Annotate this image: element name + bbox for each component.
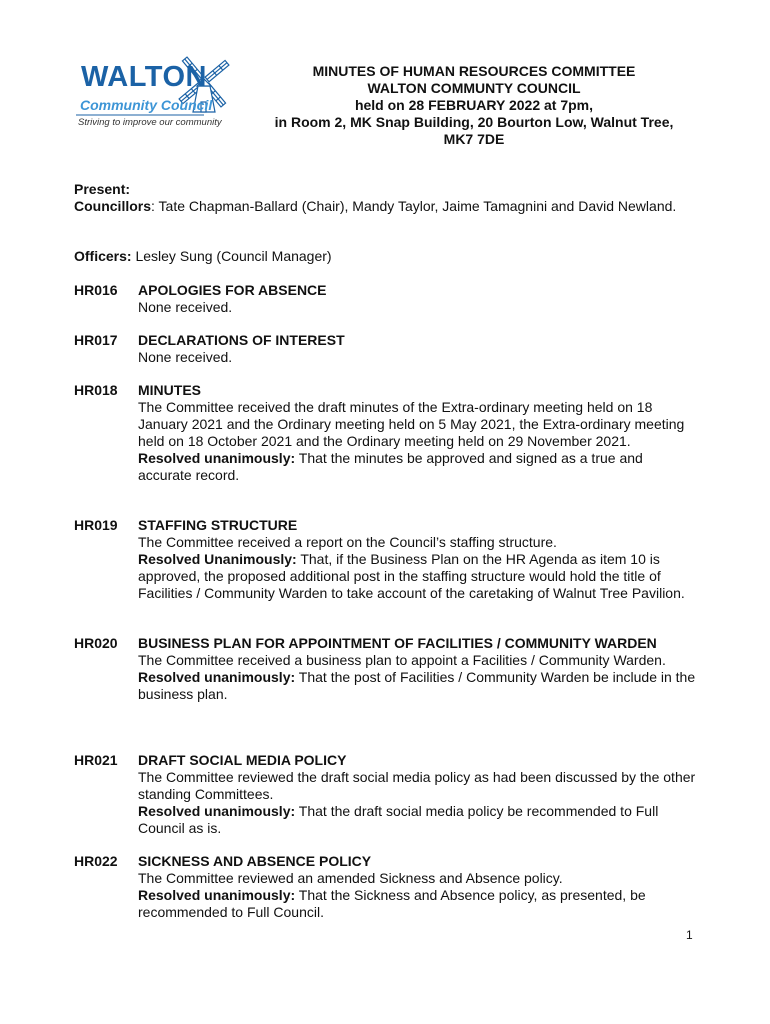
header-postcode: MK7 7DE bbox=[443, 131, 505, 147]
councillors-line bbox=[74, 198, 694, 215]
header-title: MINUTES OF HUMAN RESOURCES COMMITTEE bbox=[312, 63, 636, 79]
item-title: APOLOGIES FOR ABSENCE bbox=[138, 282, 327, 298]
item-text: The Committee received the draft minutes of the Extra-ordinary meeting held on 18 January 2021 and the Ordinary meeting held on 5 May 2021, the Extra-ordinary meeting held on 18 October 2021 and the Ordinary meeting held on 29 November 2021. bbox=[138, 399, 685, 449]
header-venue: in Room 2, MK Snap Building, 20 Bourton Low, Walnut Tree, bbox=[274, 114, 674, 130]
header-council: WALTON COMMUNTY COUNCIL bbox=[367, 80, 581, 96]
page-number: 1 bbox=[686, 928, 693, 942]
item-resolution bbox=[138, 887, 698, 921]
item-code: HR017 bbox=[74, 332, 118, 348]
resolution-text: That the post of Facilities / Community Warden be include in the business plan. bbox=[138, 669, 696, 702]
resolution-label: Resolved unanimously: bbox=[138, 887, 296, 903]
walton-logo bbox=[76, 52, 246, 136]
item-resolution bbox=[138, 551, 698, 602]
item-title: MINUTES bbox=[138, 382, 201, 398]
item-resolution bbox=[138, 669, 698, 703]
logo-subtitle: Community Council bbox=[80, 97, 213, 113]
officers-line bbox=[74, 248, 332, 265]
resolution-label: Resolved unanimously: bbox=[138, 669, 296, 685]
resolution-text: That the Sickness and Absence policy, as presented, be recommended to Full Council. bbox=[138, 887, 646, 920]
resolution-label: Resolved unanimously: bbox=[138, 803, 296, 819]
resolution-text: That the minutes be approved and signed as a true and accurate record. bbox=[138, 450, 643, 483]
item-code: HR016 bbox=[74, 282, 118, 298]
item-text: The Committee received a business plan to appoint a Facilities / Community Warden. bbox=[138, 652, 666, 668]
item-title: DECLARATIONS OF INTEREST bbox=[138, 332, 345, 348]
item-code: HR019 bbox=[74, 517, 118, 533]
logo-wordmark: WALTON bbox=[81, 61, 207, 93]
resolution-label: Resolved unanimously: bbox=[138, 450, 296, 466]
item-text: None received. bbox=[138, 299, 233, 315]
item-text: The Committee received a report on the Council’s staffing structure. bbox=[138, 534, 557, 550]
item-text: The Committee reviewed the draft social media policy as had been discussed by the other standing Committees. bbox=[138, 769, 696, 802]
resolution-text: That, if the Business Plan on the HR Agenda as item 10 is approved, the proposed additional post in the staffing structure would hold the title of Facilities / Community Warden to take account of the caretaking of Walnut Tree Pavilion. bbox=[138, 551, 685, 601]
resolution-text: That the draft social media policy be recommended to Full Council as is. bbox=[138, 803, 659, 836]
present-heading: Present: bbox=[74, 181, 131, 197]
item-resolution bbox=[138, 803, 698, 837]
logo-tagline: Striving to improve our community bbox=[78, 117, 222, 128]
header-date: held on 28 FEBRUARY 2022 at 7pm, bbox=[354, 97, 594, 113]
item-title: SICKNESS AND ABSENCE POLICY bbox=[138, 853, 372, 869]
item-title: DRAFT SOCIAL MEDIA POLICY bbox=[138, 752, 347, 768]
item-text: The Committee reviewed an amended Sickness and Absence policy. bbox=[138, 870, 563, 886]
councillors-text: : Tate Chapman-Ballard (Chair), Mandy Taylor, Jaime Tamagnini and David Newland. bbox=[151, 198, 677, 214]
item-title: BUSINESS PLAN FOR APPOINTMENT OF FACILITIES / COMMUNITY WARDEN bbox=[138, 635, 657, 651]
item-code: HR020 bbox=[74, 635, 118, 651]
present-section bbox=[74, 181, 694, 215]
item-resolution bbox=[138, 450, 698, 484]
item-code: HR021 bbox=[74, 752, 118, 768]
resolution-label: Resolved Unanimously: bbox=[138, 551, 297, 567]
item-code: HR022 bbox=[74, 853, 118, 869]
councillors-label: Councillors bbox=[74, 198, 152, 214]
officers-label: Officers: bbox=[74, 248, 132, 264]
item-title: STAFFING STRUCTURE bbox=[138, 517, 298, 533]
officers-text: Lesley Sung (Council Manager) bbox=[131, 248, 332, 264]
item-code: HR018 bbox=[74, 382, 118, 398]
item-text: None received. bbox=[138, 349, 233, 365]
document-header bbox=[248, 63, 700, 148]
